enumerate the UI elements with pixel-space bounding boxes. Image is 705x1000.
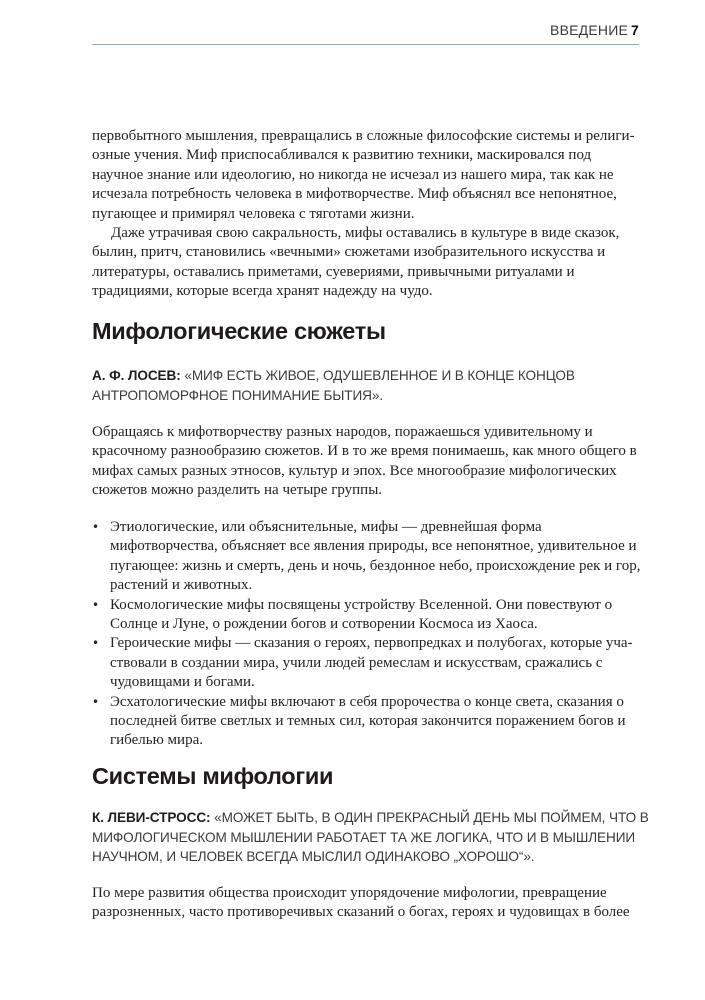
quote-text: «МИФ ЕСТЬ ЖИВОЕ, ОДУШЕВЛЕННОЕ И В КОНЦЕ КОНЦОВ АНТРОПОМОРФНОЕ ПОНИМАНИЕ БЫТИЯ». xyxy=(92,368,575,403)
list-item xyxy=(92,518,652,596)
bullet-icon: • xyxy=(92,597,100,612)
section2-text xyxy=(92,884,639,923)
list-item-text: Эсхатологические мифы включают в себя пророчества о конце света, сказания о последней битве светлых и темных сил, которая закончится поражением богов и гибелью мира. xyxy=(110,693,626,749)
intro-text xyxy=(92,127,639,302)
running-head-section: ВВЕДЕНИЕ xyxy=(550,22,628,38)
list-item-text: Героические мифы — сказания о героях, первопредках и полубогах, которые участвовали в создании мира, учили людей ремеслам и искусствам, сражались с чудовищами и богами. xyxy=(110,635,633,691)
bullet-icon: • xyxy=(92,636,100,651)
bullet-icon: • xyxy=(92,520,100,534)
section-heading-myth-plots: Мифологические сюжеты xyxy=(92,318,386,344)
quote-author: А. Ф. ЛОСЕВ: xyxy=(92,368,181,383)
list-item xyxy=(92,596,652,635)
section1-text xyxy=(92,423,639,501)
running-head xyxy=(92,16,639,45)
epigraph-losev xyxy=(92,366,652,405)
intro-paragraph: Даже утрачивая свою сакральность, мифы оставались в культуре в виде сказок, былин, притч, становились «вечными» сюжетами изобразительного искусства и литературы, оставались приметами, суевериями, привычными ритуалами и традициями, которые всегда хранят надежду на чудо. xyxy=(92,225,620,300)
intro-paragraph: первобытного мышления, превращались в сложные философские системы и религиозные учения. Миф приспосабливался к развитию техники, маскировался под научное знание или идеологию, но никогда не исчезал из нашего мира, так как не исчезала потребность человека в мифотворчестве. Миф объяснял все непонятное, пугающее и примирял человека с тяготами жизни. xyxy=(92,128,635,222)
section-heading-mythology-systems: Системы мифологии xyxy=(92,763,334,789)
myth-types-list xyxy=(92,518,652,751)
list-item-text: Космологические мифы посвящены устройству Вселенной. Они повествуют о Солнце и Луне, о рождении богов и сотворении Космоса из Хаоса. xyxy=(110,596,613,633)
epigraph-levi-strauss xyxy=(92,808,652,867)
section2-paragraph: По мере развития общества происходит упорядочение мифологии, превращение разрозненных, часто противоречивых сказаний о богах, героях и чудовищах в более xyxy=(92,885,630,921)
bullet-icon: • xyxy=(92,694,100,709)
list-item xyxy=(92,634,652,692)
page-number: 7 xyxy=(631,22,639,38)
section1-paragraph: Обращаясь к мифотворчеству разных народов, поражаешься удивительному и красочному разнообразию сюжетов. И в то же время понимаешь, как много общего в мифах самых разных этносов, культур и эпох. Все многообразие мифологических сюжетов можно разделить на четыре группы. xyxy=(92,424,637,499)
quote-text: «МОЖЕТ БЫТЬ, В ОДИН ПРЕКРАСНЫЙ ДЕНЬ МЫ ПОЙМЕМ, ЧТО В МИФОЛОГИЧЕСКОМ МЫШЛЕНИИ РАБОТАЕТ ТА ЖЕ ЛОГИКА, ЧТО И В МЫШЛЕНИИ НАУЧНОМ, И ЧЕЛОВЕК ВСЕГДА МЫСЛИЛ ОДИНАКОВО „ХОРОШО“». xyxy=(92,810,649,864)
quote-author: К. ЛЕВИ-СТРОСС: xyxy=(92,810,211,825)
list-item-text: Этиологические, или объяснительные, мифы — древнейшая форма мифотворчества, объясняет все явления природы, все непонятное, удивительное и пугающее: жизнь и смерть, день и ночь, бездонное небо, происхождение рек и гор, растений и животных. xyxy=(110,519,641,594)
list-item xyxy=(92,693,652,751)
